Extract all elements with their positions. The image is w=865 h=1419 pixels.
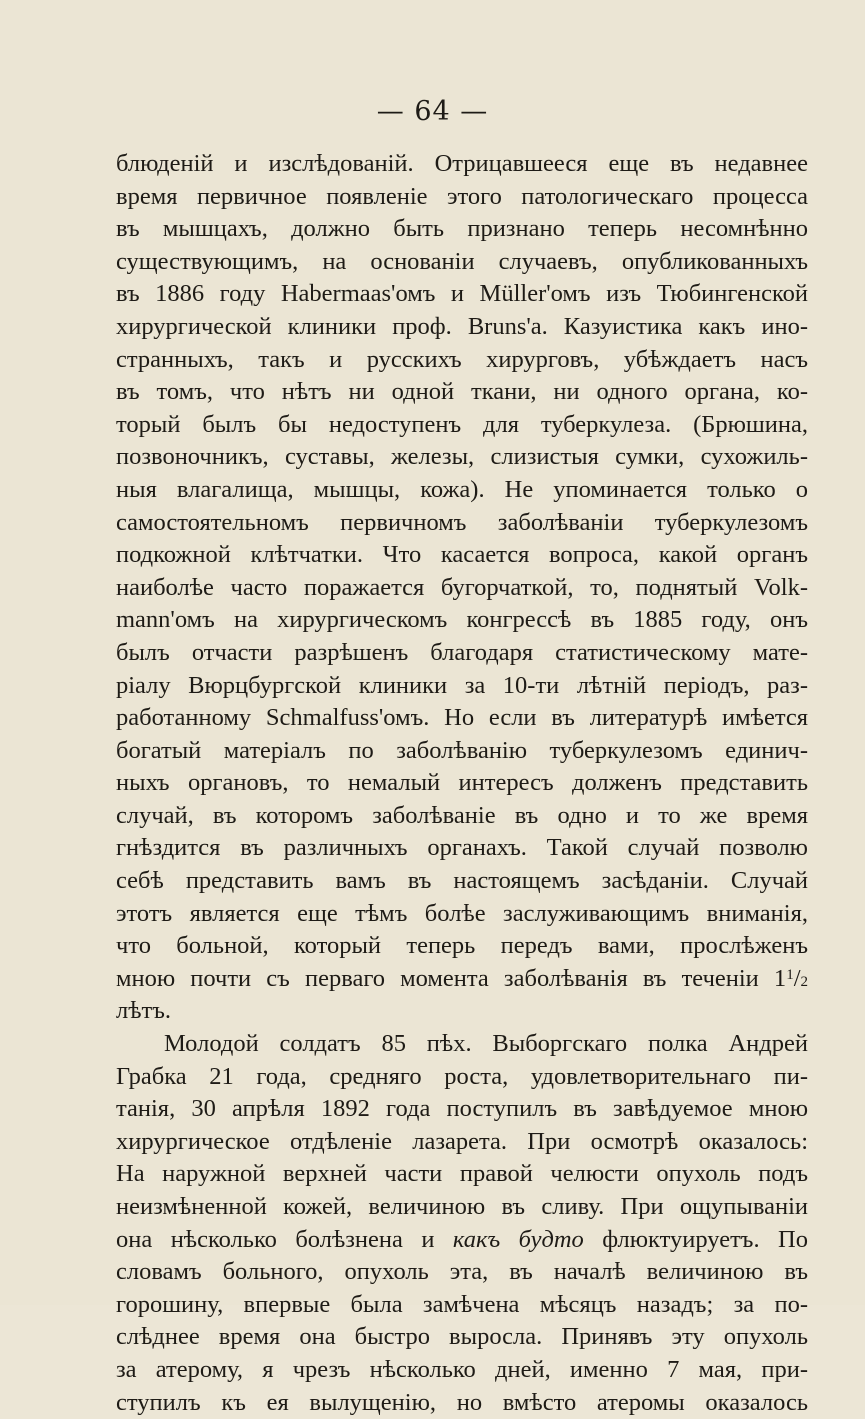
text-line: хирургическое отдѣленіе лазарета. При осмотрѣ оказалось: (116, 1127, 808, 1155)
text-line: ныя влагалища, мышцы, кожа). Не упоминается только о (116, 475, 808, 503)
text-line: хирургической клиники проф. Bruns'а. Казуистика какъ ино- (116, 312, 808, 340)
body-text (116, 148, 808, 1419)
text-line: этотъ является еще тѣмъ болѣе заслуживающимъ вниманія, (116, 899, 808, 927)
text-line: ступилъ къ ея вылущенію, но вмѣсто атеромы оказалось (116, 1388, 808, 1416)
text-line: неизмѣненной кожей, величиною въ сливу. При ощупываніи (116, 1193, 808, 1220)
text-line: позвоночникъ, суставы, железы, слизистыя сумки, сухожиль- (116, 443, 808, 471)
fraction-numerator: 1 (786, 966, 794, 983)
text-line: богатый матеріалъ по заболѣванію туберкулезомъ единич- (116, 736, 808, 764)
text-line: mann'омъ на хирургическомъ конгрессѣ въ 1885 году, онъ (116, 606, 808, 634)
paragraph-end-line: лѣтъ. (116, 997, 172, 1025)
text-line: подкожной клѣтчатки. Что касается вопроса, какой органъ (116, 541, 808, 569)
text-line: гнѣздится въ различныхъ органахъ. Такой случай позволю (116, 834, 808, 862)
text-line: самостоятельномъ первичномъ заболѣваніи туберкулезомъ (116, 508, 808, 536)
text-line: за атерому, я чрезъ нѣсколько дней, именно 7 мая, при- (116, 1355, 808, 1383)
text-line: себѣ представить вамъ въ настоящемъ засѣданіи. Случай (116, 867, 808, 895)
text-line: горошину, впервые была замѣчена мѣсяцъ назадъ; за по- (116, 1290, 808, 1318)
italic-phrase: какъ будто (452, 1225, 584, 1253)
text-line: наиболѣе часто поражается бугорчаткой, то, поднятый Volk- (116, 573, 808, 601)
text-line: былъ отчасти разрѣшенъ благодаря статистическому мате- (116, 638, 808, 666)
text-line: Молодой солдатъ 85 пѣх. Выборгскаго полка Андрей (164, 1030, 808, 1058)
text-line: Грабка 21 года, средняго роста, удовлетворительнаго пи- (116, 1062, 808, 1090)
text-line: что больной, который теперь передъ вами, прослѣженъ (116, 932, 808, 960)
page-number: — 64 — (376, 96, 489, 127)
text-line-main: мною почти съ перваго момента заболѣванія въ теченіи 1 (116, 964, 787, 992)
text-line: въ 1886 году Habermaas'омъ и Müller'омъ изъ Тюбингенской (116, 280, 808, 308)
text-line: время первичное появленіе этого патологическаго процесса (116, 182, 808, 210)
text-line: блюденій и изслѣдованій. Отрицавшееся еще въ недавнее (116, 150, 808, 177)
text-line-with-fraction: мною почти съ перваго момента заболѣванія въ теченіи $1^1/2$ (116, 964, 808, 992)
text-segment: она нѣсколько болѣзнена и (116, 1225, 453, 1253)
text-line-with-italic (116, 1224, 808, 1257)
text-line: ріалу Вюрцбургской клиники за 10-ти лѣтній періодъ, раз- (116, 671, 808, 699)
fraction-denominator: 2 (800, 973, 808, 990)
text-line: въ томъ, что нѣтъ ни одной ткани, ни одного органа, ко- (116, 378, 808, 406)
text-line: въ мышцахъ, должно быть признано теперь несомнѣнно (116, 215, 808, 243)
text-line: существующимъ, на основаніи случаевъ, опубликованныхъ (116, 247, 808, 275)
text-line: случай, въ которомъ заболѣваніе въ одно и то же время (116, 801, 808, 829)
text-line: странныхъ, такъ и русскихъ хирурговъ, убѣждаетъ насъ (116, 345, 808, 373)
text-line: работанному Schmalfuss'омъ. Но если въ литературѣ имѣется (116, 704, 808, 732)
text-line: танія, 30 апрѣля 1892 года поступилъ въ завѣдуемое мною (116, 1095, 808, 1123)
text-segment: флюктуируетъ. По (583, 1225, 808, 1253)
text-line: торый былъ бы недоступенъ для туберкулеза. (Брюшина, (116, 410, 808, 438)
text-line: ныхъ органовъ, то немалый интересъ долженъ представить (116, 769, 808, 797)
text-line: словамъ больного, опухоль эта, въ началѣ величиною въ (116, 1258, 808, 1286)
text-line: На наружной верхней части правой челюсти опухоль подъ (116, 1160, 808, 1188)
text-line: слѣднее время она быстро выросла. Принявъ эту опухоль (116, 1323, 808, 1351)
